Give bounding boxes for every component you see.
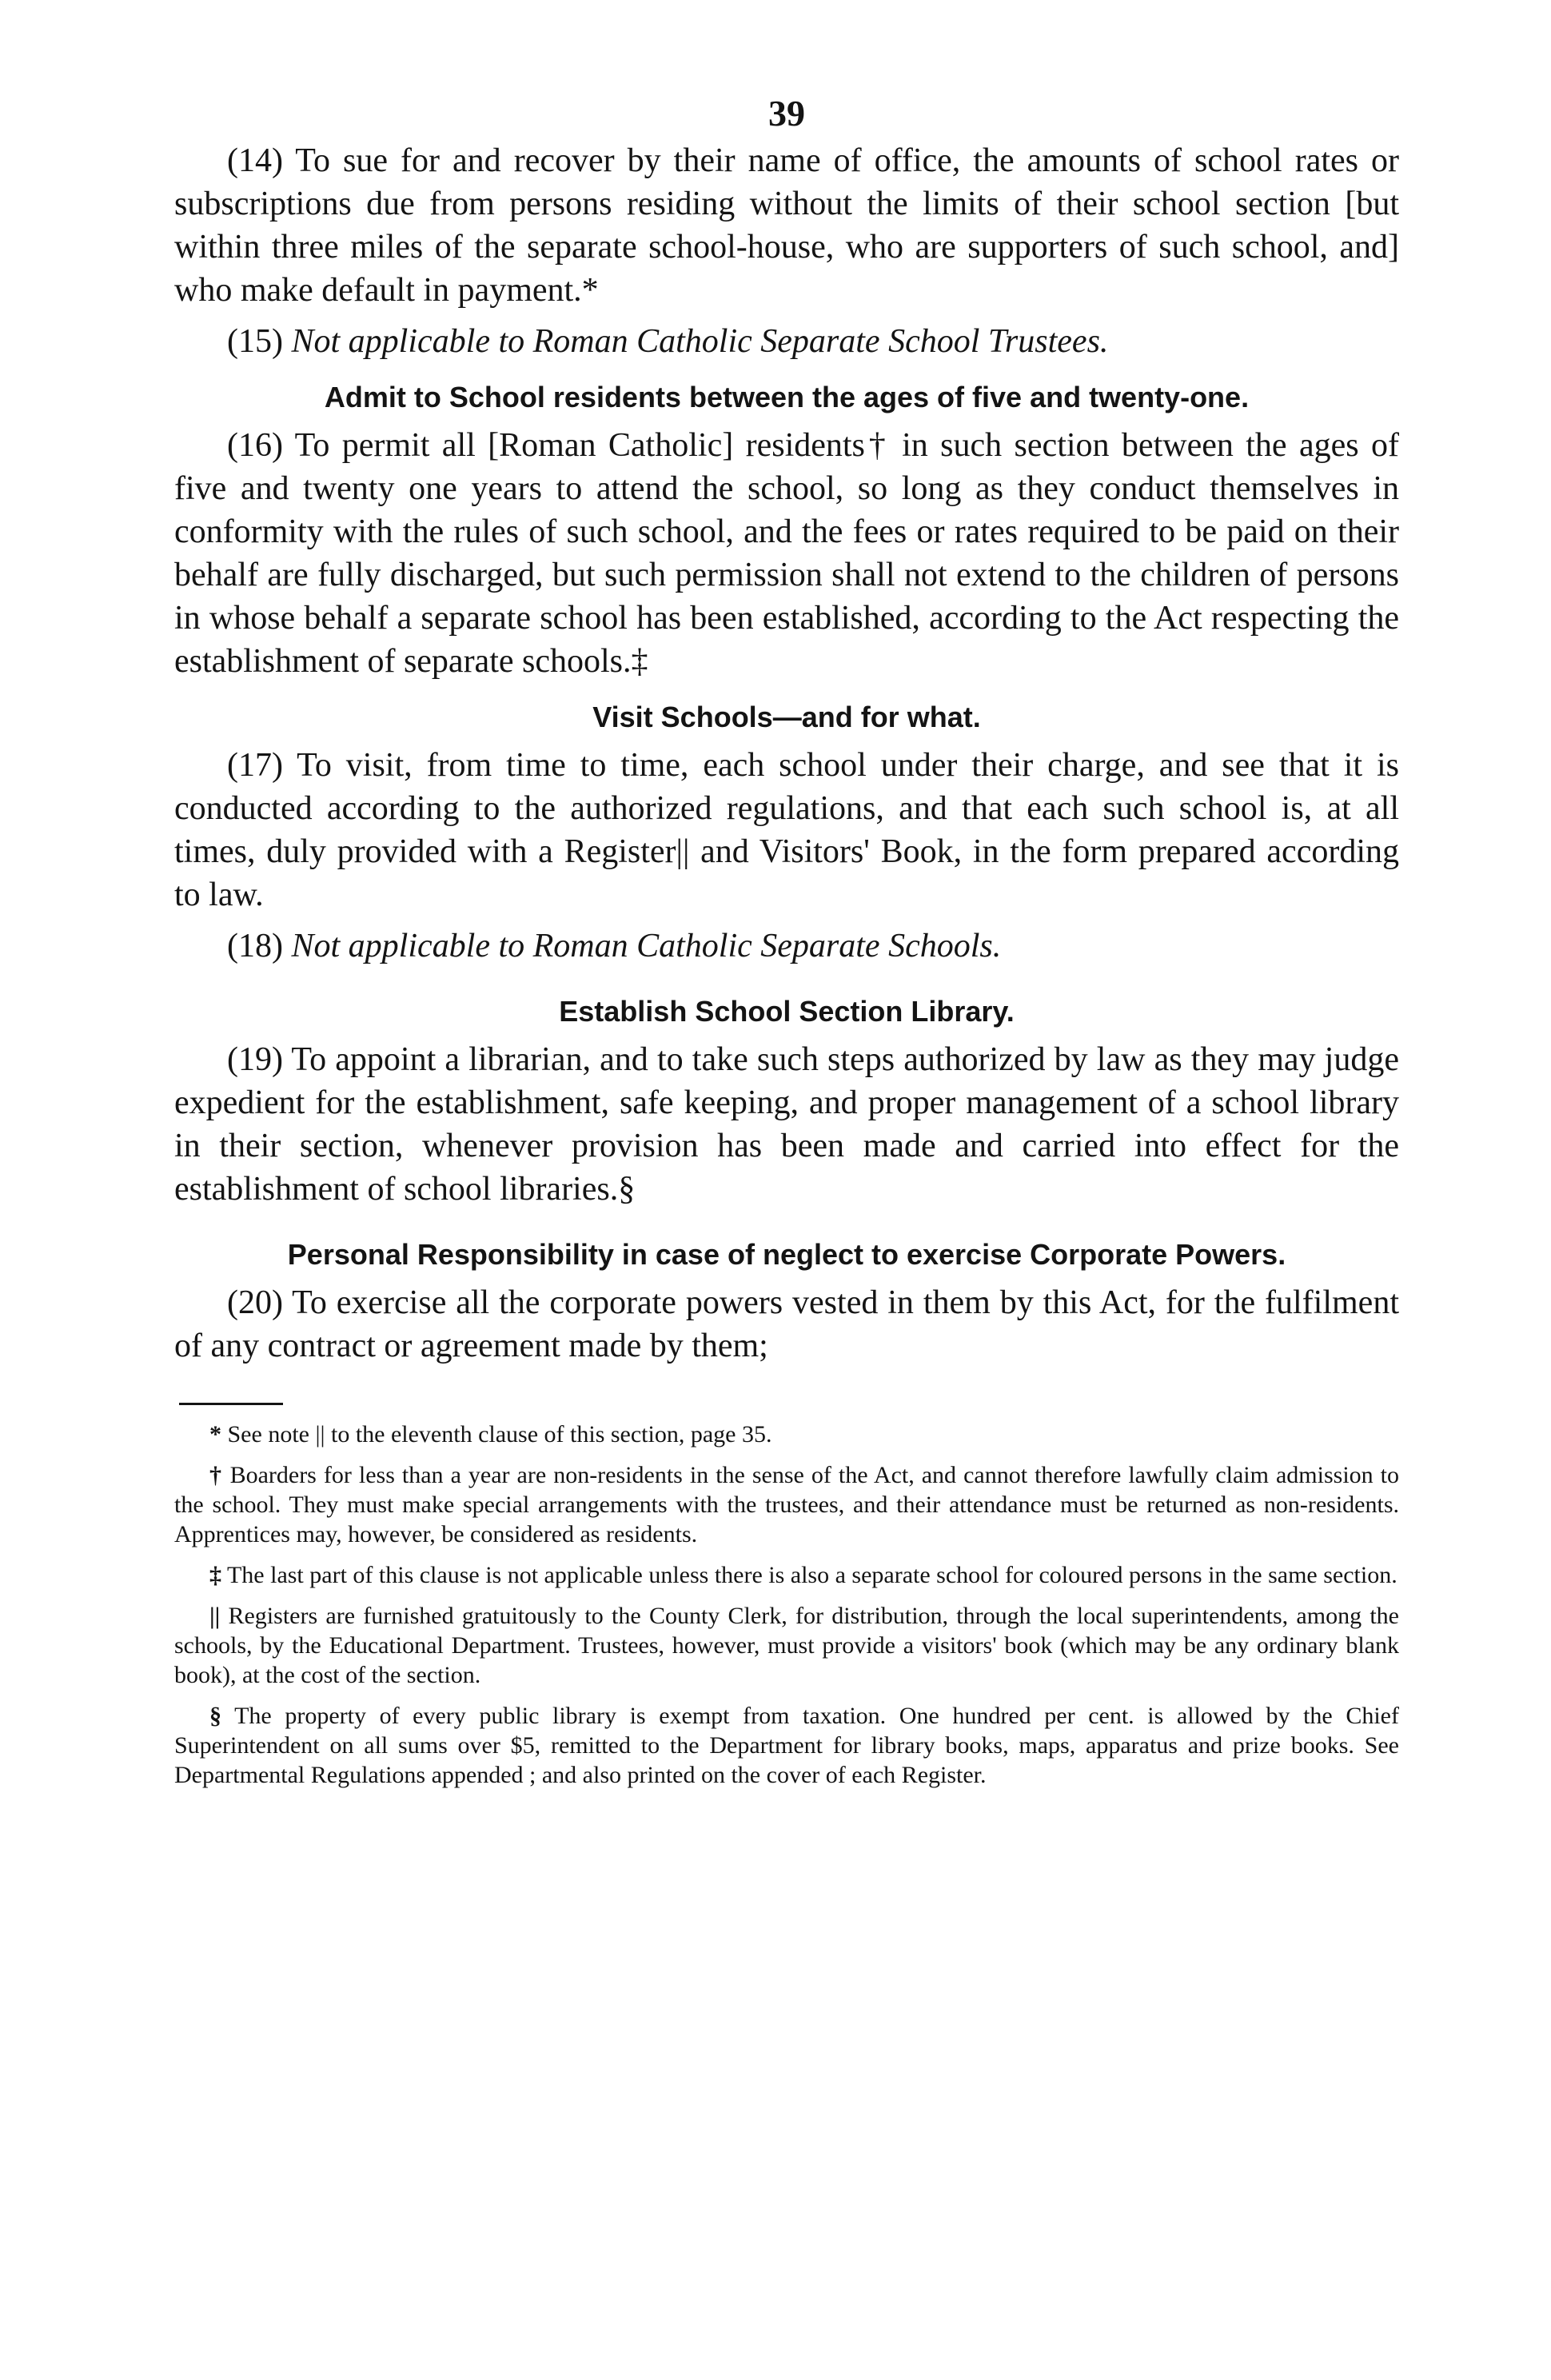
clause-17 — [174, 744, 1399, 916]
footnote — [174, 1601, 1399, 1690]
footnote-mark: † — [209, 1462, 223, 1488]
footnote — [174, 1460, 1399, 1549]
footnote-text: Registers are furnished gratuitously to the County Clerk, for distribution, through the local superintendents, among the schools, by the Educational Department. Trustees, however, must provide a visitors' book (which may be any ordinary blank book), at the cost of the section. — [174, 1603, 1399, 1688]
clause-16 — [174, 424, 1399, 683]
clause-text: To sue for and recover by their name of office, the amounts of school rates or subscriptions due from persons residing without the limits of their school section [but within three miles of the separate school-house, who are supporters of such school, and] who make default in payment.* — [174, 142, 1399, 309]
footnote-mark: || — [209, 1603, 221, 1629]
clause-text: Not applicable to Roman Catholic Separate School Trustees. — [291, 323, 1109, 360]
footnote-text: The property of every public library is exempt from taxation. One hundred per cent. is allowed by the Chief Superintendent on all sums over $5, remitted to the Department for library books, maps, apparatus and prize books. See Departmental Regulations appended ; and also printed on the cover of each Register. — [174, 1703, 1399, 1788]
footnote-divider — [179, 1403, 283, 1405]
footnote-mark: § — [209, 1703, 221, 1729]
clause-number: (17) — [227, 747, 283, 784]
clause-18 — [174, 924, 1399, 968]
document-page — [174, 0, 1399, 1801]
section-heading-library: Establish School Section Library. — [559, 995, 1015, 1028]
main-text — [174, 139, 1399, 1368]
clause-number: (19) — [227, 1041, 283, 1078]
clause-text: To exercise all the corporate powers vested in them by this Act, for the fulfilment of any contract or agreement made by them; — [174, 1284, 1399, 1364]
clause-number: (14) — [227, 142, 283, 179]
clause-text: Not applicable to Roman Catholic Separate Schools. — [291, 928, 1002, 964]
clause-19 — [174, 1038, 1399, 1211]
clause-text: To appoint a librarian, and to take such steps authorized by law as they may judge expedient for the establishment, safe keeping, and proper management of a school library in their section, whenever provision has been made and carried into effect for the establishment of school libraries.§ — [174, 1041, 1399, 1208]
footnote-text: Boarders for less than a year are non-residents in the sense of the Act, and cannot therefore lawfully claim admission to the school. They must make special arrangements with the trustees, and their attendance must be returned as non-residents. Apprentices may, however, be considered as residents. — [174, 1462, 1400, 1547]
footnote-mark: * — [209, 1421, 221, 1448]
section-heading-responsibility: Personal Responsibility in case of neglect to exercise Corporate Powers. — [287, 1238, 1286, 1271]
clause-text: To permit all [Roman Catholic] residents† in such section between the ages of five and twenty one years to attend the school, so long as they conduct themselves in conformity with the rules of such school, and the fees or rates required to be paid on their behalf are fully discharged, but such permission shall not extend to the children of persons in whose behalf a separate school has been established, according to the Act respecting the establishment of separate schools.‡ — [174, 427, 1399, 680]
footnote-mark: ‡ — [209, 1562, 221, 1588]
page-number: 39 — [768, 93, 805, 134]
clause-text: To visit, from time to time, each school under their charge, and see that it is conducted according to the authorized regulations, and that each such school is, at all times, duly provided with a Register|| and Visitors' Book, in the form prepared according to law. — [174, 747, 1400, 913]
clause-number: (15) — [227, 323, 283, 360]
clause-number: (20) — [227, 1284, 283, 1321]
section-heading-visit: Visit Schools—and for what. — [592, 701, 981, 733]
footnote — [174, 1420, 1399, 1449]
footnote-text: The last part of this clause is not applicable unless there is also a separate school for coloured persons in the same section. — [226, 1562, 1397, 1588]
section-heading-admit: Admit to School residents between the ages of five and twenty-one. — [324, 381, 1250, 413]
footnote-text: See note || to the eleventh clause of this section, page 35. — [227, 1421, 772, 1448]
clause-15 — [174, 320, 1399, 363]
footnote — [174, 1701, 1399, 1790]
clause-number: (16) — [227, 427, 283, 464]
footnotes — [174, 1420, 1399, 1790]
clause-number: (18) — [227, 928, 283, 964]
footnote — [174, 1560, 1399, 1590]
clause-20 — [174, 1281, 1399, 1368]
clause-14 — [174, 139, 1399, 312]
